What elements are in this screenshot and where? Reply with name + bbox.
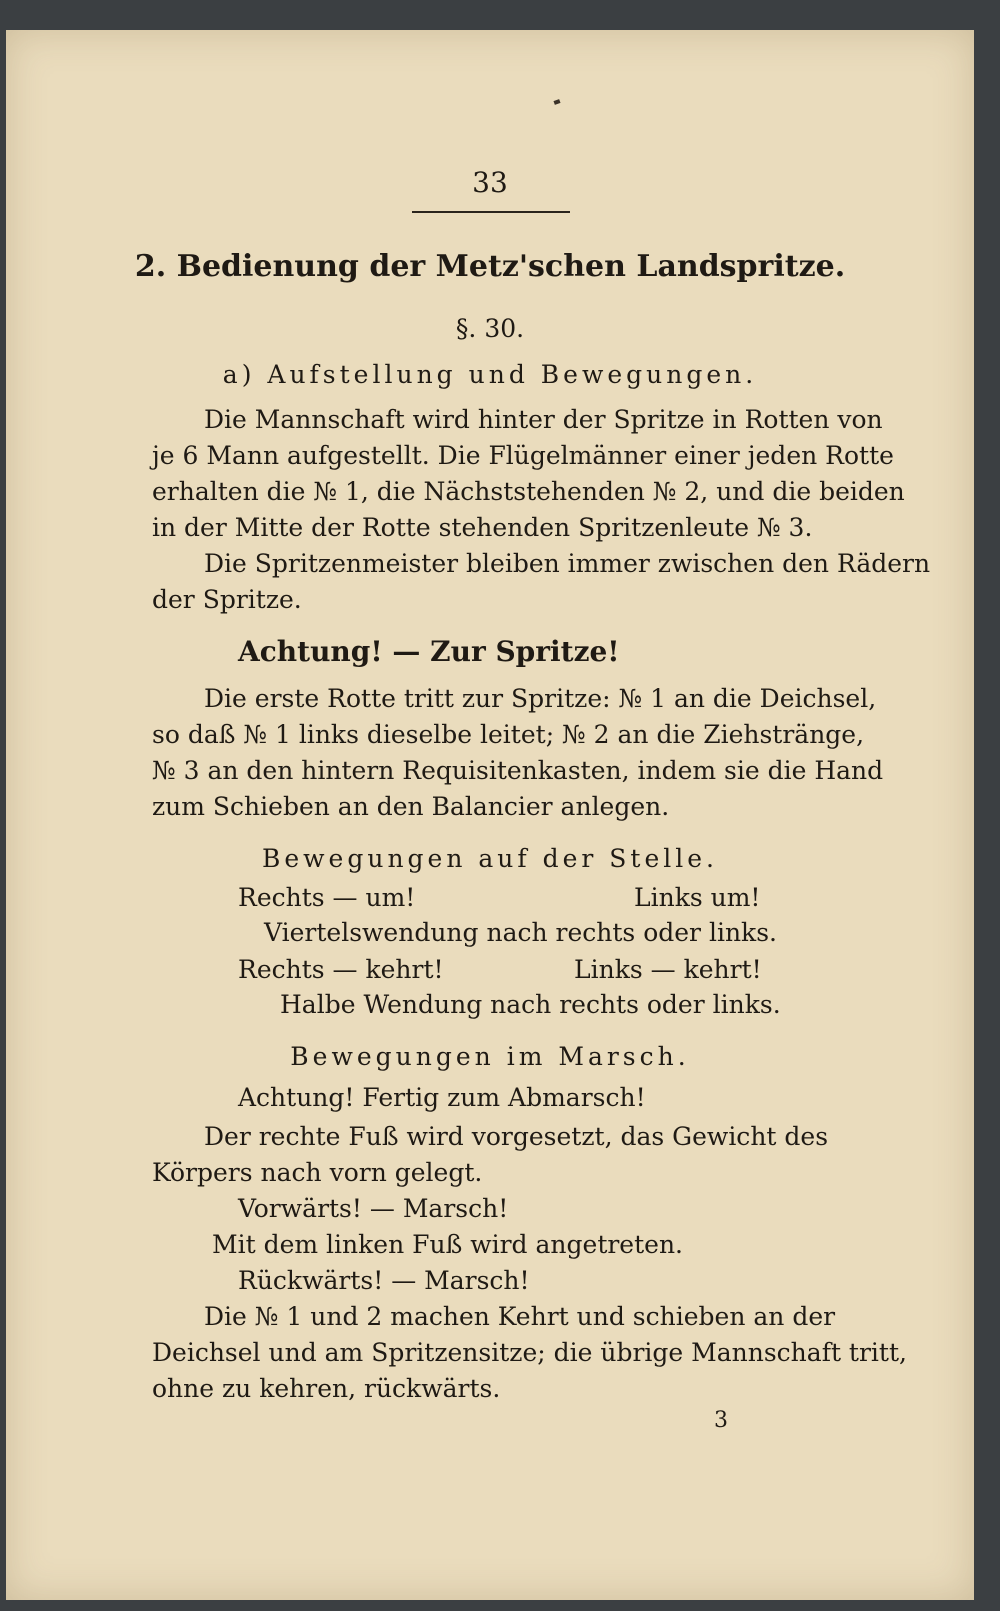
paragraph-line: ohne zu kehren, rückwärts. (152, 1374, 501, 1403)
book-page (6, 30, 974, 1600)
section-number: §. 30. (455, 314, 525, 343)
paragraph-line: so daß № 1 links dieselbe leitet; № 2 an die Ziehstränge, (152, 720, 865, 749)
paragraph-line: Die Mannschaft wird hinter der Spritze in Rotten von (204, 405, 883, 434)
command-line: Vorwärts! — Marsch! (238, 1194, 509, 1223)
paragraph-line: der Spritze. (152, 585, 302, 614)
paragraph-line: № 3 an den hintern Requisitenkasten, indem sie die Hand (152, 756, 884, 785)
header-rule (412, 211, 570, 213)
paragraph-line: Die № 1 und 2 machen Kehrt und schieben an der (204, 1302, 836, 1331)
command-links-um: Links um! (634, 883, 761, 912)
ink-speck (553, 99, 560, 105)
instruction-line: Mit dem linken Fuß wird angetreten. (212, 1230, 683, 1259)
paragraph-line: je 6 Mann aufgestellt. Die Flügelmänner einer jeden Rotte (152, 441, 894, 470)
paragraph-line: Körpers nach vorn gelegt. (152, 1158, 483, 1187)
command-rechts-kehrt: Rechts — kehrt! (238, 955, 444, 984)
paragraph-line: Deichsel und am Spritzensitze; die übrige Mannschaft tritt, (152, 1338, 907, 1367)
instruction-line: Viertelswendung nach rechts oder links. (264, 918, 777, 947)
subheading-march: Bewegungen im Marsch. (290, 1042, 690, 1071)
command-rechts-um: Rechts — um! (238, 883, 416, 912)
command-line: Rückwärts! — Marsch! (238, 1266, 530, 1295)
signature-mark: 3 (714, 1408, 728, 1433)
paragraph-line: erhalten die № 1, die Nächststehenden № 2, und die beiden (152, 477, 905, 506)
paragraph-line: zum Schieben an den Balancier anlegen. (152, 792, 670, 821)
subsection-heading: a) Aufstellung und Bewegungen. (222, 360, 758, 389)
command-line: Achtung! Fertig zum Abmarsch! (238, 1083, 646, 1112)
paragraph-line: Der rechte Fuß wird vorgesetzt, das Gewicht des (204, 1122, 829, 1151)
instruction-line: Halbe Wendung nach rechts oder links. (280, 990, 781, 1019)
paragraph-line: Die Spritzenmeister bleiben immer zwischen den Rädern (204, 549, 931, 578)
subheading-stationary: Bewegungen auf der Stelle. (261, 844, 718, 873)
paragraph-line: in der Mitte der Rotte stehenden Spritzenleute № 3. (152, 513, 813, 542)
command-heading: Achtung! — Zur Spritze! (238, 635, 620, 668)
command-links-kehrt: Links — kehrt! (574, 955, 762, 984)
chapter-title: 2. Bedienung der Metz'schen Landspritze. (134, 249, 846, 284)
page-number: 33 (472, 166, 508, 199)
paragraph-line: Die erste Rotte tritt zur Spritze: № 1 an die Deichsel, (204, 684, 877, 713)
